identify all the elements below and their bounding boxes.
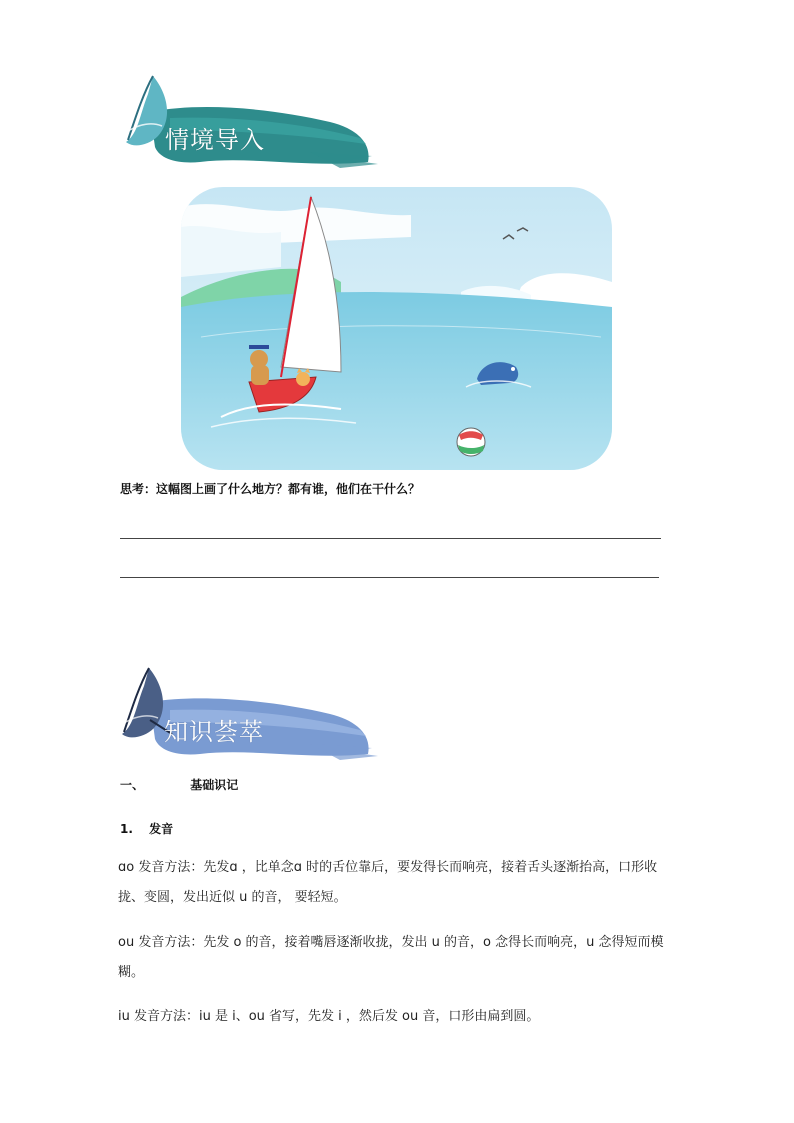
section-title-intro: 情境导入 xyxy=(165,126,265,154)
section-banner-intro xyxy=(110,72,380,182)
answer-line-2[interactable] xyxy=(120,577,659,578)
heading-basic-text: 基础识记 xyxy=(190,778,239,792)
paragraph-ao: ɑo 发音方法：先发ɑ ，比单念ɑ 时的舌位靠后，要发得长而响亮，接着舌头逐渐抬高，口形收拢、变圆，发出近似 u 的音， 要轻短。 xyxy=(118,860,658,905)
discussion-question: 思考：这幅图上画了什么地方？都有谁，他们在干什么？ xyxy=(120,482,421,496)
heading-basic xyxy=(120,776,238,793)
section-title-knowledge: 知识荟萃 xyxy=(164,718,264,746)
heading-pronunciation-text: 发音 xyxy=(149,822,174,836)
paragraph-iu: iu 发音方法：iu 是 i、ou 省写，先发 i ，然后发 ou 音，口形由扁到圆。 xyxy=(118,1009,540,1024)
heading-basic-number: 一、 xyxy=(120,778,145,792)
sailing-scene-illustration xyxy=(181,187,612,470)
answer-line-1[interactable] xyxy=(120,538,661,539)
paragraph-ou: ou 发音方法：先发 o 的音，接着嘴唇逐渐收拢，发出 u 的音，o 念得长而响亮，u 念得短而模糊。 xyxy=(118,935,664,980)
beach-ball-icon xyxy=(457,428,485,456)
section-banner-knowledge xyxy=(110,662,380,772)
heading-pronunciation-number: 1. xyxy=(120,822,133,836)
heading-pronunciation xyxy=(120,820,173,837)
